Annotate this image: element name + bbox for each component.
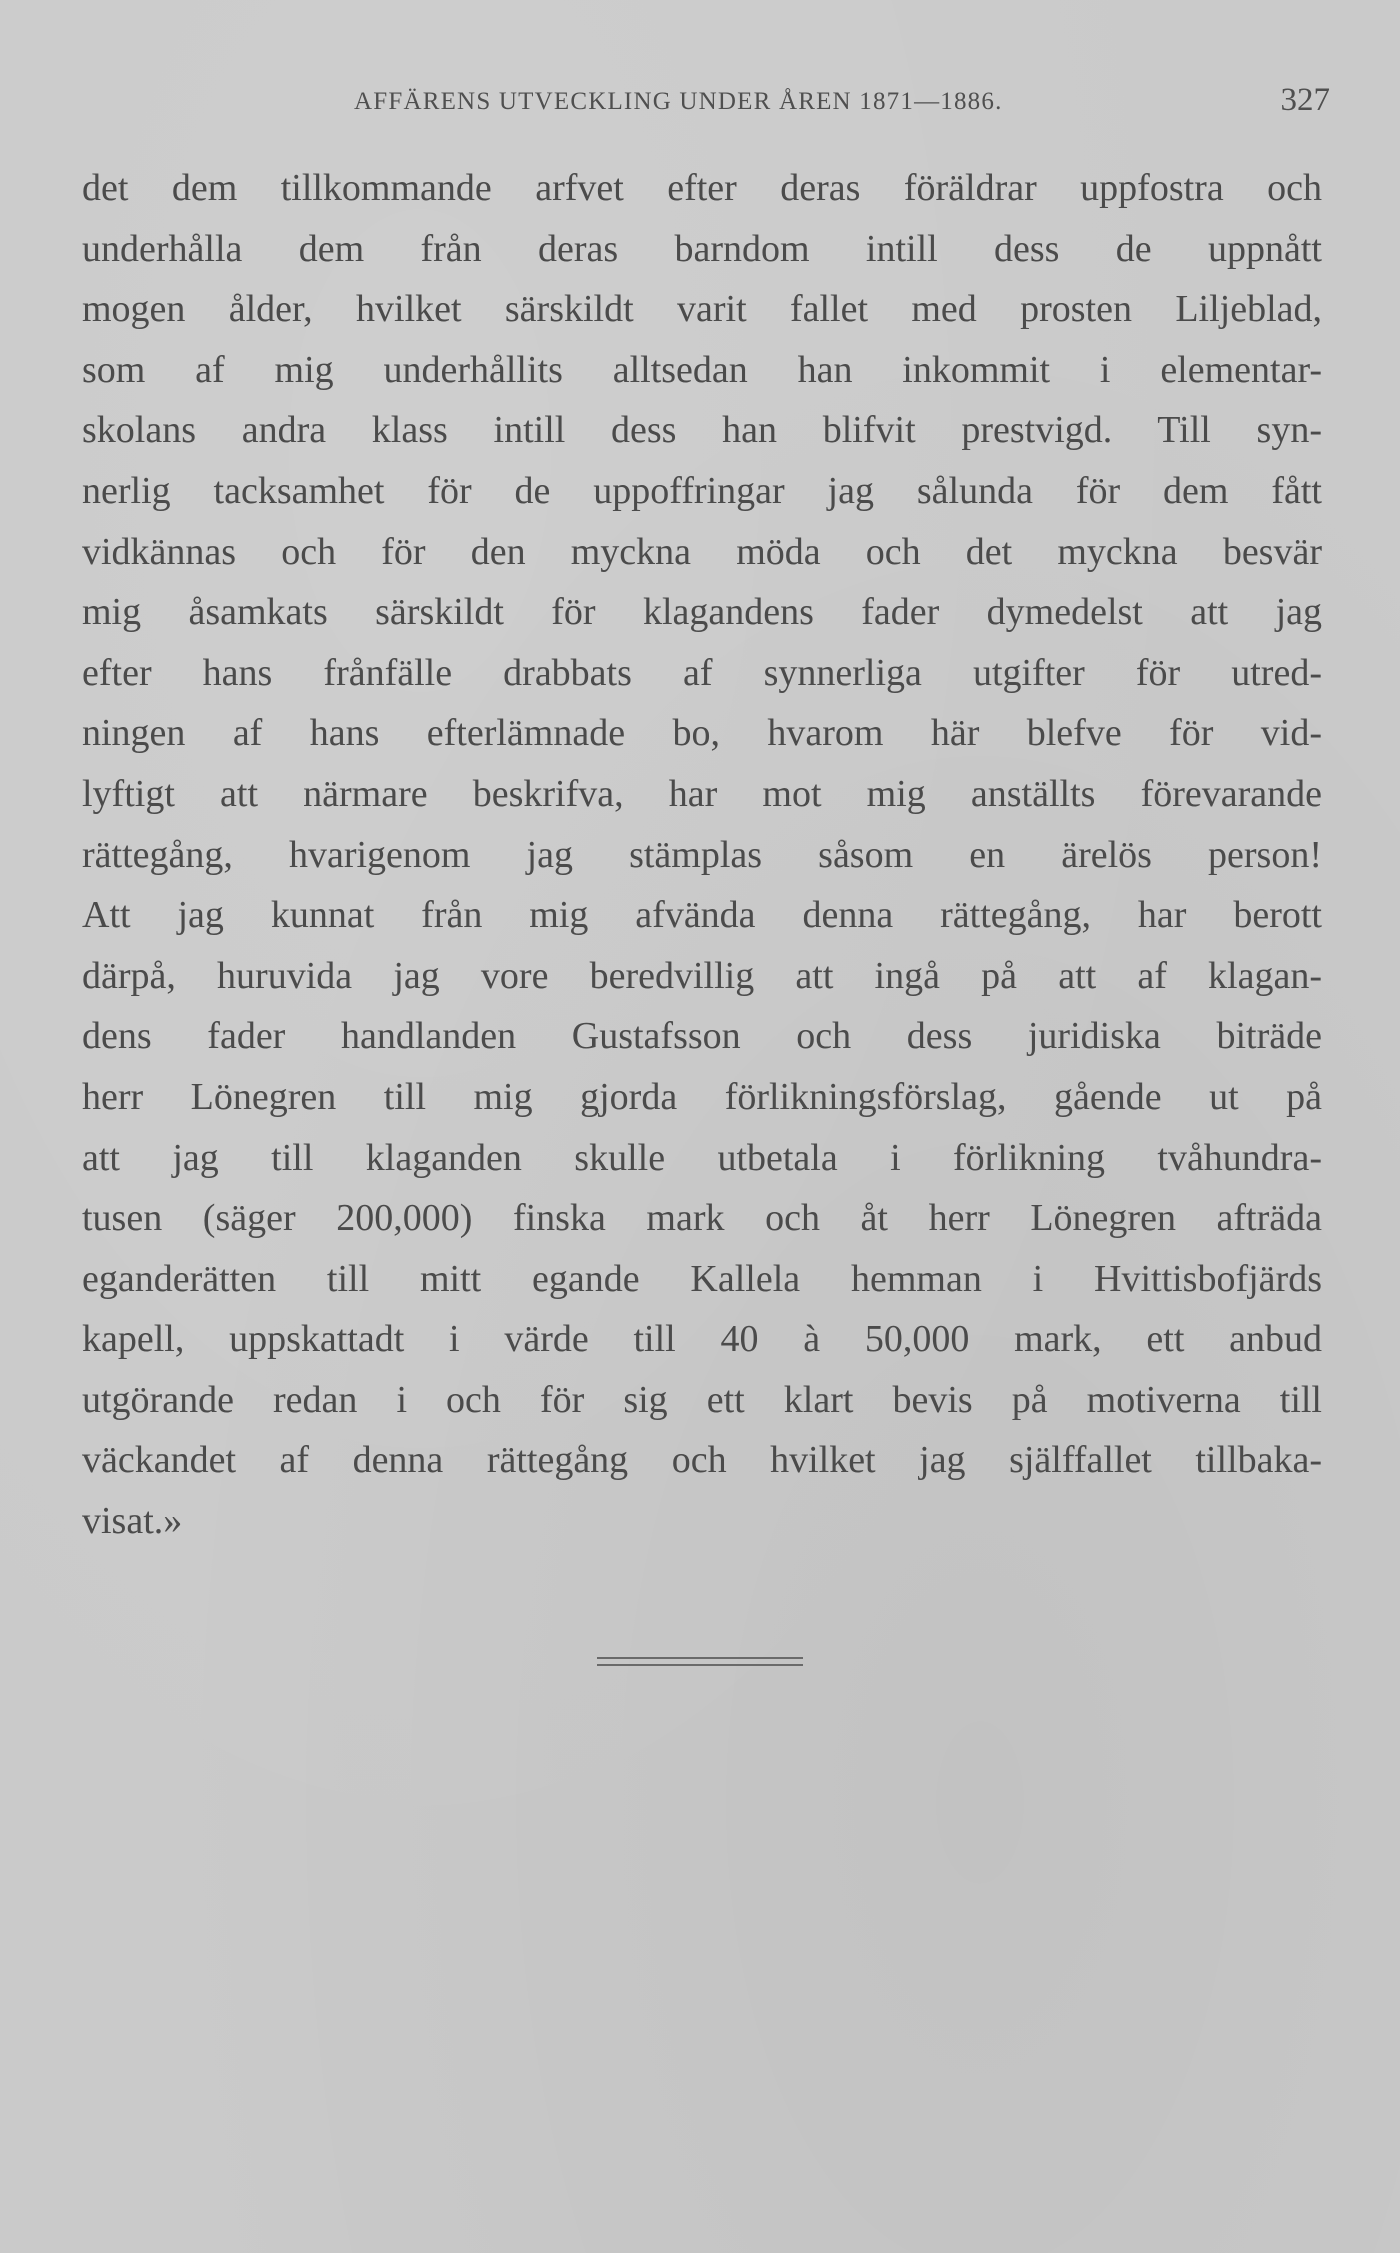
text-line: som af mig underhållits alltsedan han inkommit i elementar- xyxy=(82,348,1322,391)
text-line: det dem tillkommande arfvet efter deras föräldrar uppfostra och xyxy=(82,167,1322,209)
text-line: tusen (säger 200,000) finska mark och åt herr Lönegren afträda xyxy=(82,1197,1322,1240)
text-line: väckandet af denna rättegång och hvilket jag själffallet tillbaka- xyxy=(82,1439,1322,1482)
section-end-rule xyxy=(597,1657,803,1659)
text-line: skolans andra klass intill dess han blifvit prestvigd. Till syn- xyxy=(82,409,1322,452)
text-line: dens fader handlanden Gustafsson och dess juridiska biträde xyxy=(82,1015,1322,1058)
text-line: att jag till klaganden skulle utbetala i förlikning tvåhundra- xyxy=(82,1136,1322,1179)
running-header: AFFÄRENS UTVECKLING UNDER ÅREN 1871—1886. xyxy=(354,88,1003,115)
text-line: eganderätten till mitt egande Kallela hemman i Hvittisbofjärds xyxy=(82,1257,1322,1300)
page-number: 327 xyxy=(1280,82,1330,118)
text-line: därpå, huruvida jag vore beredvillig att ingå på att af klagan- xyxy=(82,954,1322,997)
text-line: mogen ålder, hvilket särskildt varit fallet med prosten Liljeblad, xyxy=(82,288,1322,331)
body-paragraph xyxy=(82,158,1322,1552)
section-end-rule xyxy=(597,1664,803,1666)
text-line: rättegång, hvarigenom jag stämplas såsom en ärelös person! xyxy=(82,833,1322,876)
text-line: herr Lönegren till mig gjorda förlikningsförslag, gående ut på xyxy=(82,1075,1322,1118)
text-line: mig åsamkats särskildt för klagandens fader dymedelst att jag xyxy=(82,591,1322,634)
text-line: kapell, uppskattadt i värde till 40 à 50,000 mark, ett anbud xyxy=(82,1318,1322,1361)
text-line: vidkännas och för den myckna möda och det myckna besvär xyxy=(82,530,1322,573)
text-line: lyftigt att närmare beskrifva, har mot mig anställts förevarande xyxy=(82,772,1322,815)
text-line: visat.» xyxy=(82,1500,183,1543)
text-line: utgörande redan i och för sig ett klart bevis på motiverna till xyxy=(82,1378,1322,1421)
text-line: nerlig tacksamhet för de uppoffringar jag sålunda för dem fått xyxy=(82,469,1322,512)
text-line: ningen af hans efterlämnade bo, hvarom här blefve för vid- xyxy=(82,712,1322,755)
text-line: underhålla dem från deras barndom intill dess de uppnått xyxy=(82,227,1322,270)
text-line: Att jag kunnat från mig afvända denna rättegång, har berott xyxy=(82,894,1322,937)
text-line: efter hans frånfälle drabbats af synnerliga utgifter för utred- xyxy=(82,651,1322,694)
